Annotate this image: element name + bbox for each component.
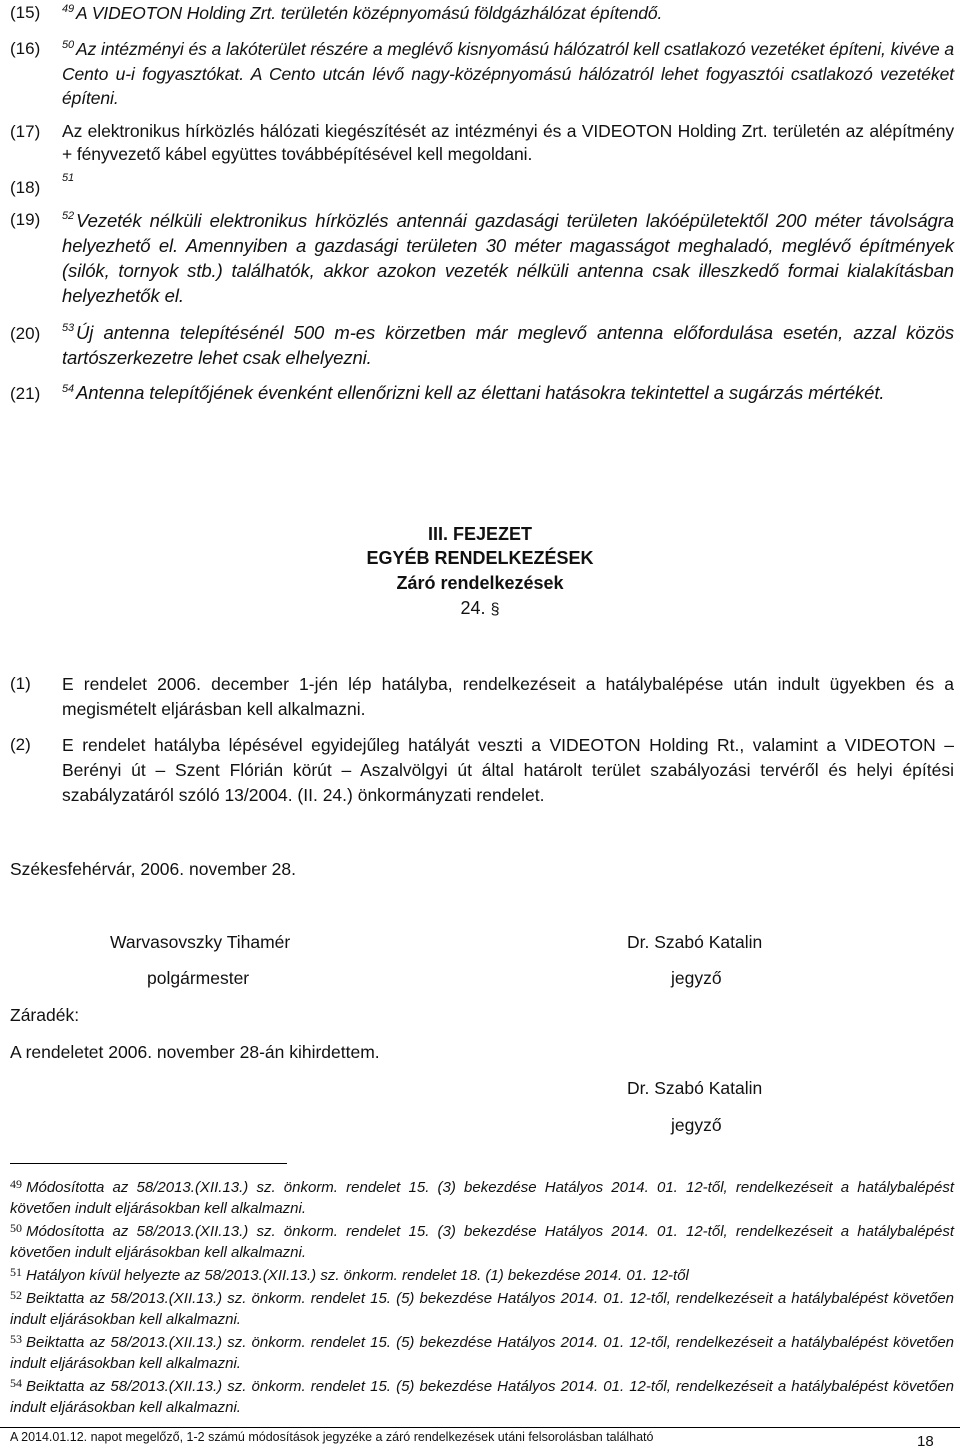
notary-title: jegyző — [671, 968, 722, 988]
footnote-ref[interactable]: 50 — [62, 39, 75, 51]
footer-note: A 2014.01.12. napot megelőző, 1-2 számú módosítások jegyzéke a záró rendelkezések utáni felsorolásban található — [10, 1430, 654, 1444]
item-number: (16) — [10, 39, 41, 58]
mayor-title: polgármester — [147, 968, 250, 988]
section-number: 24. § — [460, 598, 500, 618]
chapter-number: III. FEJEZET — [427, 524, 533, 544]
item-number: (21) — [10, 384, 41, 403]
footnote-53: $^{53}$ Beiktatta az 58/2013.(XII.13.) sz. önkorm. rendelet 15. (5) bekezdése Hatályos 2014. 01. 12-től, rendelkezéseit a hatálybalépést követően indult eljárásokban kell alkalmazni. — [10, 1332, 954, 1372]
footnote-52: $^{52}$ Beiktatta az 58/2013.(XII.13.) sz. önkorm. rendelet 15. (5) bekezdése Hatályos 2014. 01. 12-től, rendelkezéseit a hatálybalépést követően indult eljárásokban kell alkalmazni. — [10, 1288, 954, 1328]
footnote-ref[interactable]: 49 — [62, 3, 75, 15]
item-number: (17) — [10, 122, 41, 141]
page-number: 18 — [917, 1433, 934, 1450]
item-number: (2) — [10, 735, 31, 754]
footnote-separator — [10, 1163, 287, 1164]
item-text: $^{52}$ Vezeték nélküli elektronikus hírközlés antennái gazdasági területen lakóépületektől 200 méter távolságra helyezhető el. Amennyiben a gazdasági területen 30 méter magasságot meghaladó, meglévő építmények (silók, tornyok stb.) találhatók, akkor azokon vezeték nélküli antenna csak illeszkedő formai kialakításban helyezhetők el. — [62, 210, 954, 306]
zaradek-label: Záradék: — [10, 1005, 80, 1025]
item-text: $^{49}$ A VIDEOTON Holding Zrt. területén középnyomású földgázhálózat építendő. — [62, 3, 663, 23]
footer-rule — [0, 1427, 960, 1428]
item-text: $^{54}$ Antenna telepítőjének évenként ellenőrizni kell az élettani hatásokra tekintettel a sugárzás mértékét. — [62, 382, 885, 403]
notary-name: Dr. Szabó Katalin — [627, 932, 763, 952]
item-text: E rendelet hatályba lépésével egyidejűleg hatályát veszti a VIDEOTON Holding Rt., valamint a VIDEOTON – Berényi út – Szent Flórián körút – Aszalvölgyi út által határolt terület szabályozási tervéről és helyi építési szabályzatáról szóló 13/2004. (II. 24.) önkormányzati rendelet. — [62, 735, 954, 805]
item-number: (15) — [10, 3, 41, 22]
zaradek-title: jegyző — [671, 1115, 722, 1135]
footnote-50: $^{50}$ Módosította az 58/2013.(XII.13.) sz. önkorm. rendelet 15. (3) bekezdése Hatályos 2014. 01. 12-től, rendelkezéseit a hatálybalépést követően indult eljárásokban kell alkalmazni. — [10, 1221, 954, 1261]
item-text: $^{53}$ Új antenna telepítésénél 500 m-es körzetben már meglevő antenna előfordulása esetén, azzal közös tartószerkezetre lehet csak elhelyezni. — [62, 322, 954, 368]
footnote-54: $^{54}$ Beiktatta az 58/2013.(XII.13.) sz. önkorm. rendelet 15. (5) bekezdése Hatályos 2014. 01. 12-től, rendelkezéseit a hatálybalépést követően indult eljárásokban kell alkalmazni. — [10, 1376, 954, 1416]
footnote-ref[interactable]: 51 — [62, 172, 75, 184]
chapter-title: EGYÉB RENDELKEZÉSEK — [366, 548, 594, 568]
zaradek-name: Dr. Szabó Katalin — [627, 1078, 763, 1098]
item-text: E rendelet 2006. december 1-jén lép hatályba, rendelkezéseit a hatálybalépése után indult ügyekben és a megismételt eljárásban kell alkalmazni. — [62, 674, 954, 719]
item-text — [62, 170, 954, 194]
item-number: (19) — [10, 210, 41, 229]
footnote-ref[interactable]: 54 — [62, 383, 75, 395]
item-text: $^{50}$ Az intézményi és a lakóterület részére a meglévő kisnyomású hálózatról kell csatlakozó vezetéket építeni, kivéve a Cento u-i fogyasztókat. A Cento utcán lévő nagy-középnyomású hálózatról lehet fogyasztói csatlakozó vezetéket építeni. — [62, 39, 954, 108]
mayor-name: Warvasovszky Tihamér — [110, 932, 291, 952]
footnote-ref[interactable]: 53 — [62, 322, 75, 334]
footnote-49: $^{49}$ Módosította az 58/2013.(XII.13.) sz. önkorm. rendelet 15. (3) bekezdése Hatályos 2014. 01. 12-től, rendelkezéseit a hatálybalépést követően indult eljárásokban kell alkalmazni. — [10, 1177, 954, 1217]
chapter-subtitle: Záró rendelkezések — [396, 573, 564, 593]
place-date: Székesfehérvár, 2006. november 28. — [10, 859, 297, 879]
zaradek-text: A rendeletet 2006. november 28-án kihirdettem. — [10, 1042, 380, 1062]
item-number: (18) — [10, 178, 41, 197]
footnote-51: $^{51}$ Hatályon kívül helyezte az 58/2013.(XII.13.) sz. önkorm. rendelet 18. (1) bekezdése 2014. 01. 12-től — [10, 1265, 689, 1284]
item-number: (20) — [10, 324, 41, 343]
item-number: (1) — [10, 674, 31, 693]
footnote-ref[interactable]: 52 — [62, 210, 75, 222]
item-text: Az elektronikus hírközlés hálózati kiegészítését az intézményi és a VIDEOTON Holding Zrt. területén az alépítmény + fényvezető kábel együttes továbbépítésével kell megoldani. — [62, 121, 954, 164]
